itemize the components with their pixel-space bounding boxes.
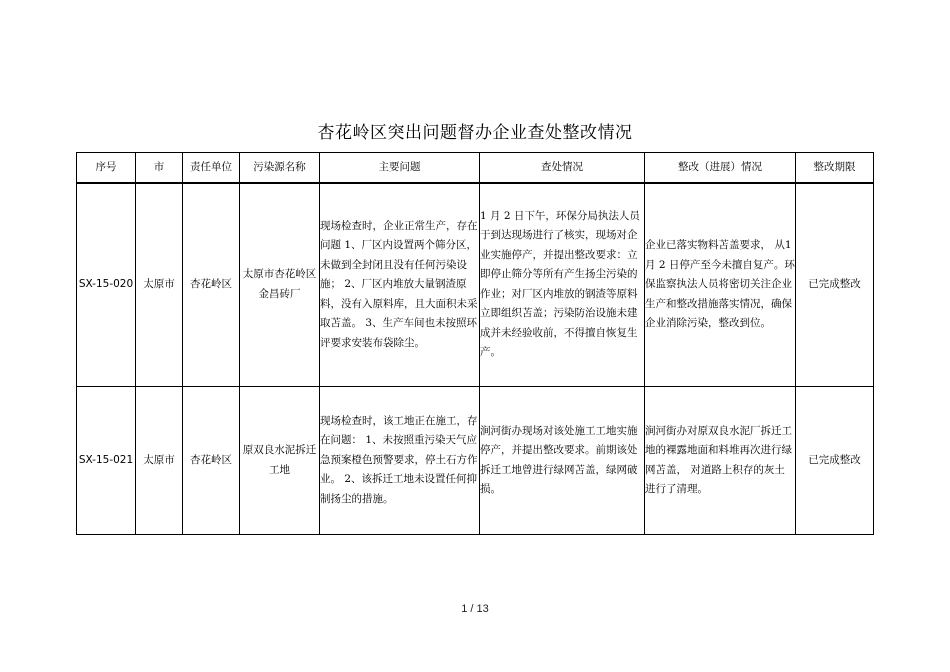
- cell-id: SX-15-021: [77, 387, 136, 535]
- cell-deadline: 已完成整改: [796, 183, 874, 387]
- table-row: [77, 387, 874, 535]
- cell-progress: 涧河街办对原双良水泥厂拆迁工地的裸露地面和料堆再次进行绿网苫盖， 对道路上积存的灰土进行了清理。: [645, 387, 796, 535]
- table-header-row: [77, 153, 874, 183]
- cell-progress: 企业已落实物料苫盖要求， 从1 月 2 日停产至今未擅自复产。环保监察执法人员将密切关注企业生产和整改措施落实情况，确保企业消除污染，整改到位。: [645, 183, 796, 387]
- header-handling: 查处情况: [480, 153, 645, 183]
- cell-unit: 杏花岭区: [183, 387, 240, 535]
- table-row: [77, 183, 874, 387]
- header-source: 污染源名称: [240, 153, 320, 183]
- cell-problem: 现场检查时，该工地正在施工，存在问题： 1、未按照重污染天气应急预案橙色预警要求，停土石方作业。 2、该拆迁工地未设置任何抑制扬尘的措施。: [320, 387, 480, 535]
- header-deadline: 整改期限: [796, 153, 874, 183]
- cell-handling: 1 月 2 日下午，环保分局执法人员于到达现场进行了核实，现场对企业实施停产，并提出整改要求：立即停止筛分等所有产生扬尘污染的作业；对厂区内堆放的钢渣等原料立即组织苫盖；污染防治设施未建成并未经验收前，不得擅自恢复生产。: [480, 183, 645, 387]
- cell-handling: 涧河街办现场对该处施工工地实施停产，并提出整改要求。前期该处拆迁工地曾进行绿网苫盖，绿网破损。: [480, 387, 645, 535]
- header-unit: 责任单位: [183, 153, 240, 183]
- header-index: 序号: [77, 153, 136, 183]
- header-city: 市: [136, 153, 183, 183]
- document-title: 杏花岭区突出问题督办企业查处整改情况: [317, 123, 633, 143]
- cell-city: 太原市: [136, 387, 183, 535]
- report-table: [76, 152, 874, 535]
- cell-problem: 现场检查时，企业正常生产，存在问题 1、厂区内设置两个筛分区，未做到全封闭且没有任何污染设施； 2、厂区内堆放大量钢渣原料，没有入原料库，且大面积未采取苫盖。 3、生产车间也未按照环评要求安装布袋除尘。: [320, 183, 480, 387]
- header-progress: 整改（进展）情况: [645, 153, 796, 183]
- header-problem: 主要问题: [320, 153, 480, 183]
- cell-source: 太原市杏花岭区金昌砖厂: [240, 183, 320, 387]
- page-number: 1 / 13: [461, 603, 489, 615]
- cell-deadline: 已完成整改: [796, 387, 874, 535]
- cell-id: SX-15-020: [77, 183, 136, 387]
- cell-source: 原双良水泥拆迁工地: [240, 387, 320, 535]
- cell-unit: 杏花岭区: [183, 183, 240, 387]
- cell-city: 太原市: [136, 183, 183, 387]
